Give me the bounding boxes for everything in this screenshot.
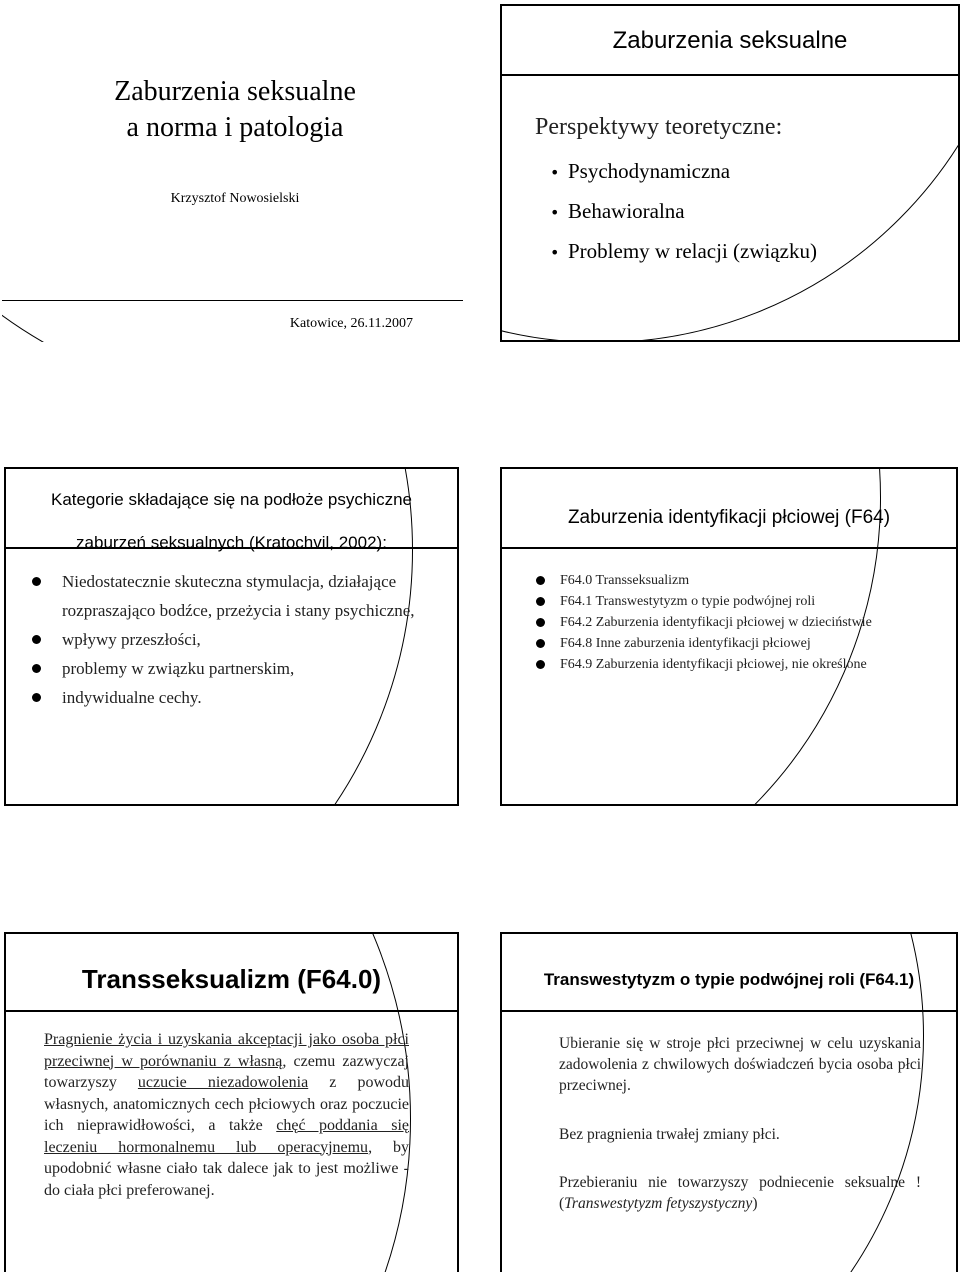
bullet-icon	[32, 577, 41, 586]
list-item	[28, 625, 443, 654]
paragraph-3	[559, 1172, 921, 1214]
slide-theoretical-perspectives	[500, 4, 960, 342]
text-run: z powodu własnych, anatomicznych cech płciowych oraz poczucie ich nieprawidłowości, a także	[44, 1074, 410, 1134]
slide-header	[6, 469, 457, 552]
list-item-text: F64.8 Inne zaburzenia identyfikacji płciowej	[560, 636, 811, 651]
decorative-arc	[2, 2, 463, 342]
bullet-icon	[32, 693, 41, 702]
list-item	[28, 567, 443, 625]
text-run: Przebieraniu nie towarzyszy podniecenie seksualne ! (	[559, 1174, 921, 1212]
list-item: • Behawioralna	[550, 192, 817, 232]
list-item-text: F64.1 Transwestytyzm o typie podwójnej roli	[560, 594, 816, 609]
bullet-icon	[536, 639, 545, 648]
slide-header-title: Zaburzenia seksualne	[612, 27, 848, 54]
slide-header	[6, 934, 457, 1012]
footer-rule	[2, 300, 463, 301]
bullet-icon	[32, 664, 41, 673]
list-item: • Problemy w relacji (związku)	[550, 232, 817, 272]
slide-header-line-1: Kategorie składające się na podłoże psychiczne	[50, 490, 412, 509]
slide-header	[502, 934, 956, 1012]
slide-header	[502, 469, 956, 549]
list-item	[536, 612, 926, 633]
slide-title-text	[2, 74, 463, 146]
bullet-icon	[536, 660, 545, 669]
slide-header-title: Transwestytyzm o typie podwójnej roli (F64.1)	[543, 970, 915, 989]
slide-transsexualism	[4, 932, 459, 1272]
title-line-1: Zaburzenia seksualne	[114, 76, 356, 107]
underlined-phrase: chęć poddania się leczeniu hormonalnemu lub operacyjnemu	[44, 1117, 409, 1156]
list-item-text: F64.9 Zaburzenia identyfikacji płciowej, nie określone	[560, 657, 867, 672]
bullet-icon	[536, 576, 545, 585]
list-item-text: wpływy przeszłości,	[62, 630, 201, 649]
slide-header-title: Zaburzenia identyfikacji płciowej (F64)	[567, 507, 891, 528]
list-item-text: F64.0 Transseksualizm	[560, 573, 690, 588]
bullet-icon	[536, 597, 545, 606]
text-run: )	[752, 1195, 758, 1212]
slide-gender-identity-disorders	[500, 467, 958, 806]
category-list	[28, 567, 443, 712]
italic-term: Transwestytyzm fetyszystyczny	[564, 1195, 753, 1212]
text-run: , by upodobnić własne ciało tak dalece jak to jest możliwe - do ciała płci preferowanej.	[44, 1138, 410, 1199]
list-item: • Psychodynamiczna	[550, 152, 817, 192]
list-item-text: F64.2 Zaburzenia identyfikacji płciowej w dzieciństwie	[560, 615, 872, 630]
diagnosis-list	[536, 570, 926, 675]
list-item	[28, 654, 443, 683]
slide-header-line-2: zaburzeń seksualnych (Kratochvil, 2002):	[76, 533, 387, 552]
slide-header-title: Transseksualizm (F64.0)	[81, 964, 382, 994]
list-item-text: problemy w związku partnerskim,	[62, 659, 295, 678]
paragraph-2: Bez pragnienia trwałej zmiany płci.	[559, 1126, 780, 1143]
bullet-icon	[32, 635, 41, 644]
list-item	[28, 683, 443, 712]
slide-dual-role-transvestism	[500, 932, 958, 1272]
slide-categories	[4, 467, 459, 806]
list-item	[536, 591, 926, 612]
slide-header	[502, 6, 958, 76]
definition-paragraph	[44, 1029, 409, 1201]
list-item-text: Niedostatecznie skuteczna stymulacja, działające rozpraszająco bodźce, przeżycia i stany psychiczne,	[62, 572, 415, 620]
perspective-list	[550, 152, 817, 272]
list-item	[536, 654, 926, 675]
footer-place-date: Katowice, 26.11.2007	[289, 316, 413, 331]
list-item	[536, 570, 926, 591]
title-line-2: a norma i patologia	[126, 112, 344, 143]
text-run: , czemu zazwyczaj towarzyszy	[44, 1052, 409, 1091]
list-item	[536, 633, 926, 654]
slide-title	[2, 2, 463, 342]
bullet-icon	[536, 618, 545, 627]
paragraph-1: Ubieranie się w stroje płci przeciwnej w celu uzyskania zadowolenia z chwilowych doświadczeń bycia osoba płci przeciwnej.	[559, 1035, 921, 1094]
underlined-phrase: uczucie niezadowolenia	[137, 1074, 309, 1091]
slide-subtitle: Perspektywy teoretyczne:	[535, 114, 783, 140]
list-item-text: indywidualne cechy.	[62, 688, 202, 707]
author-name: Krzysztof Nowosielski	[170, 191, 300, 206]
underlined-phrase: Pragnienie życia i uzyskania akceptacji jako osoba płci przeciwnej w porównaniu z własną	[44, 1031, 409, 1070]
